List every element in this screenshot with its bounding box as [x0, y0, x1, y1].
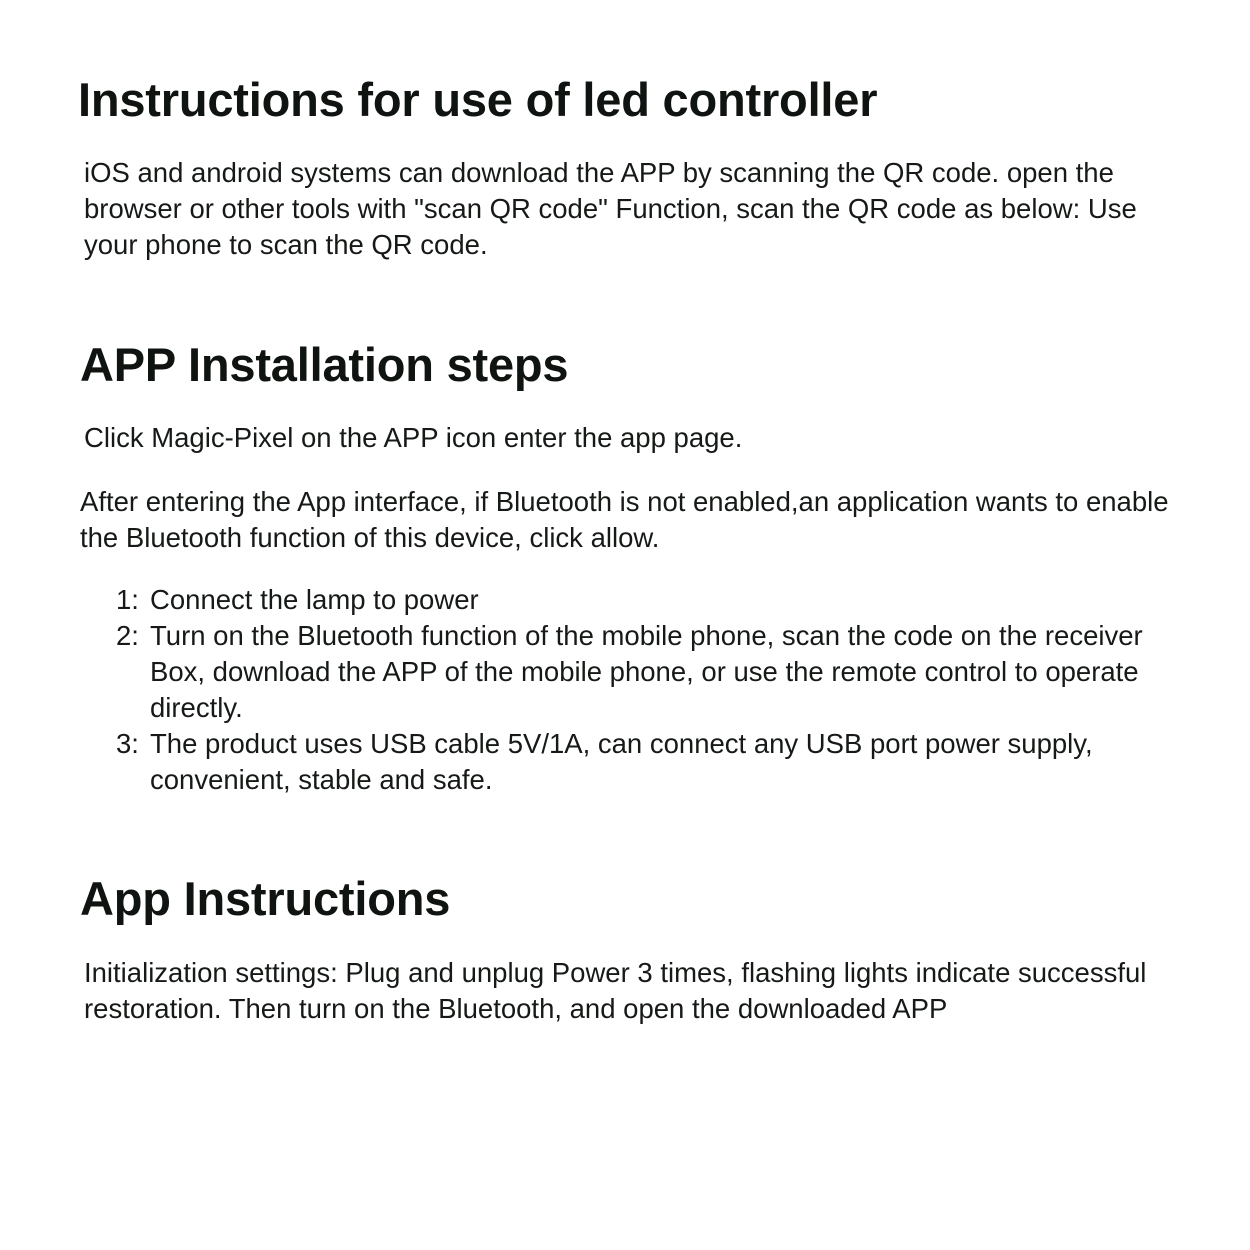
installation-steps-list — [116, 582, 1176, 798]
bluetooth-enable-paragraph: After entering the App interface, if Bluetooth is not enabled,an application wants to enable the Bluetooth function of this device, click allow. — [80, 486, 1169, 553]
step-text: Connect the lamp to power — [150, 584, 479, 615]
list-item — [116, 726, 1176, 798]
page-title: Instructions for use of led controller — [78, 73, 878, 126]
list-item — [116, 582, 1176, 618]
list-item — [116, 618, 1176, 726]
step-number: 3: — [116, 728, 139, 759]
step-number: 1: — [116, 584, 139, 615]
step-text: Turn on the Bluetooth function of the mobile phone, scan the code on the receiver Box, download the APP of the mobile phone, or use the remote control to operate directly. — [150, 620, 1143, 723]
app-instructions-heading: App Instructions — [80, 872, 451, 925]
step-text: The product uses USB cable 5V/1A, can connect any USB port power supply, convenient, stable and safe. — [150, 728, 1093, 795]
installation-steps-heading: APP Installation steps — [80, 338, 569, 391]
step-number: 2: — [116, 620, 139, 651]
initialization-paragraph: Initialization settings: Plug and unplug Power 3 times, flashing lights indicate successful restoration. Then turn on the Bluetooth, and open the downloaded APP — [84, 957, 1147, 1024]
click-app-paragraph: Click Magic-Pixel on the APP icon enter the app page. — [84, 422, 743, 453]
qr-download-paragraph: iOS and android systems can download the APP by scanning the QR code. open the browser or other tools with "scan QR code" Function, scan the QR code as below: Use your phone to scan the QR code. — [84, 157, 1137, 260]
